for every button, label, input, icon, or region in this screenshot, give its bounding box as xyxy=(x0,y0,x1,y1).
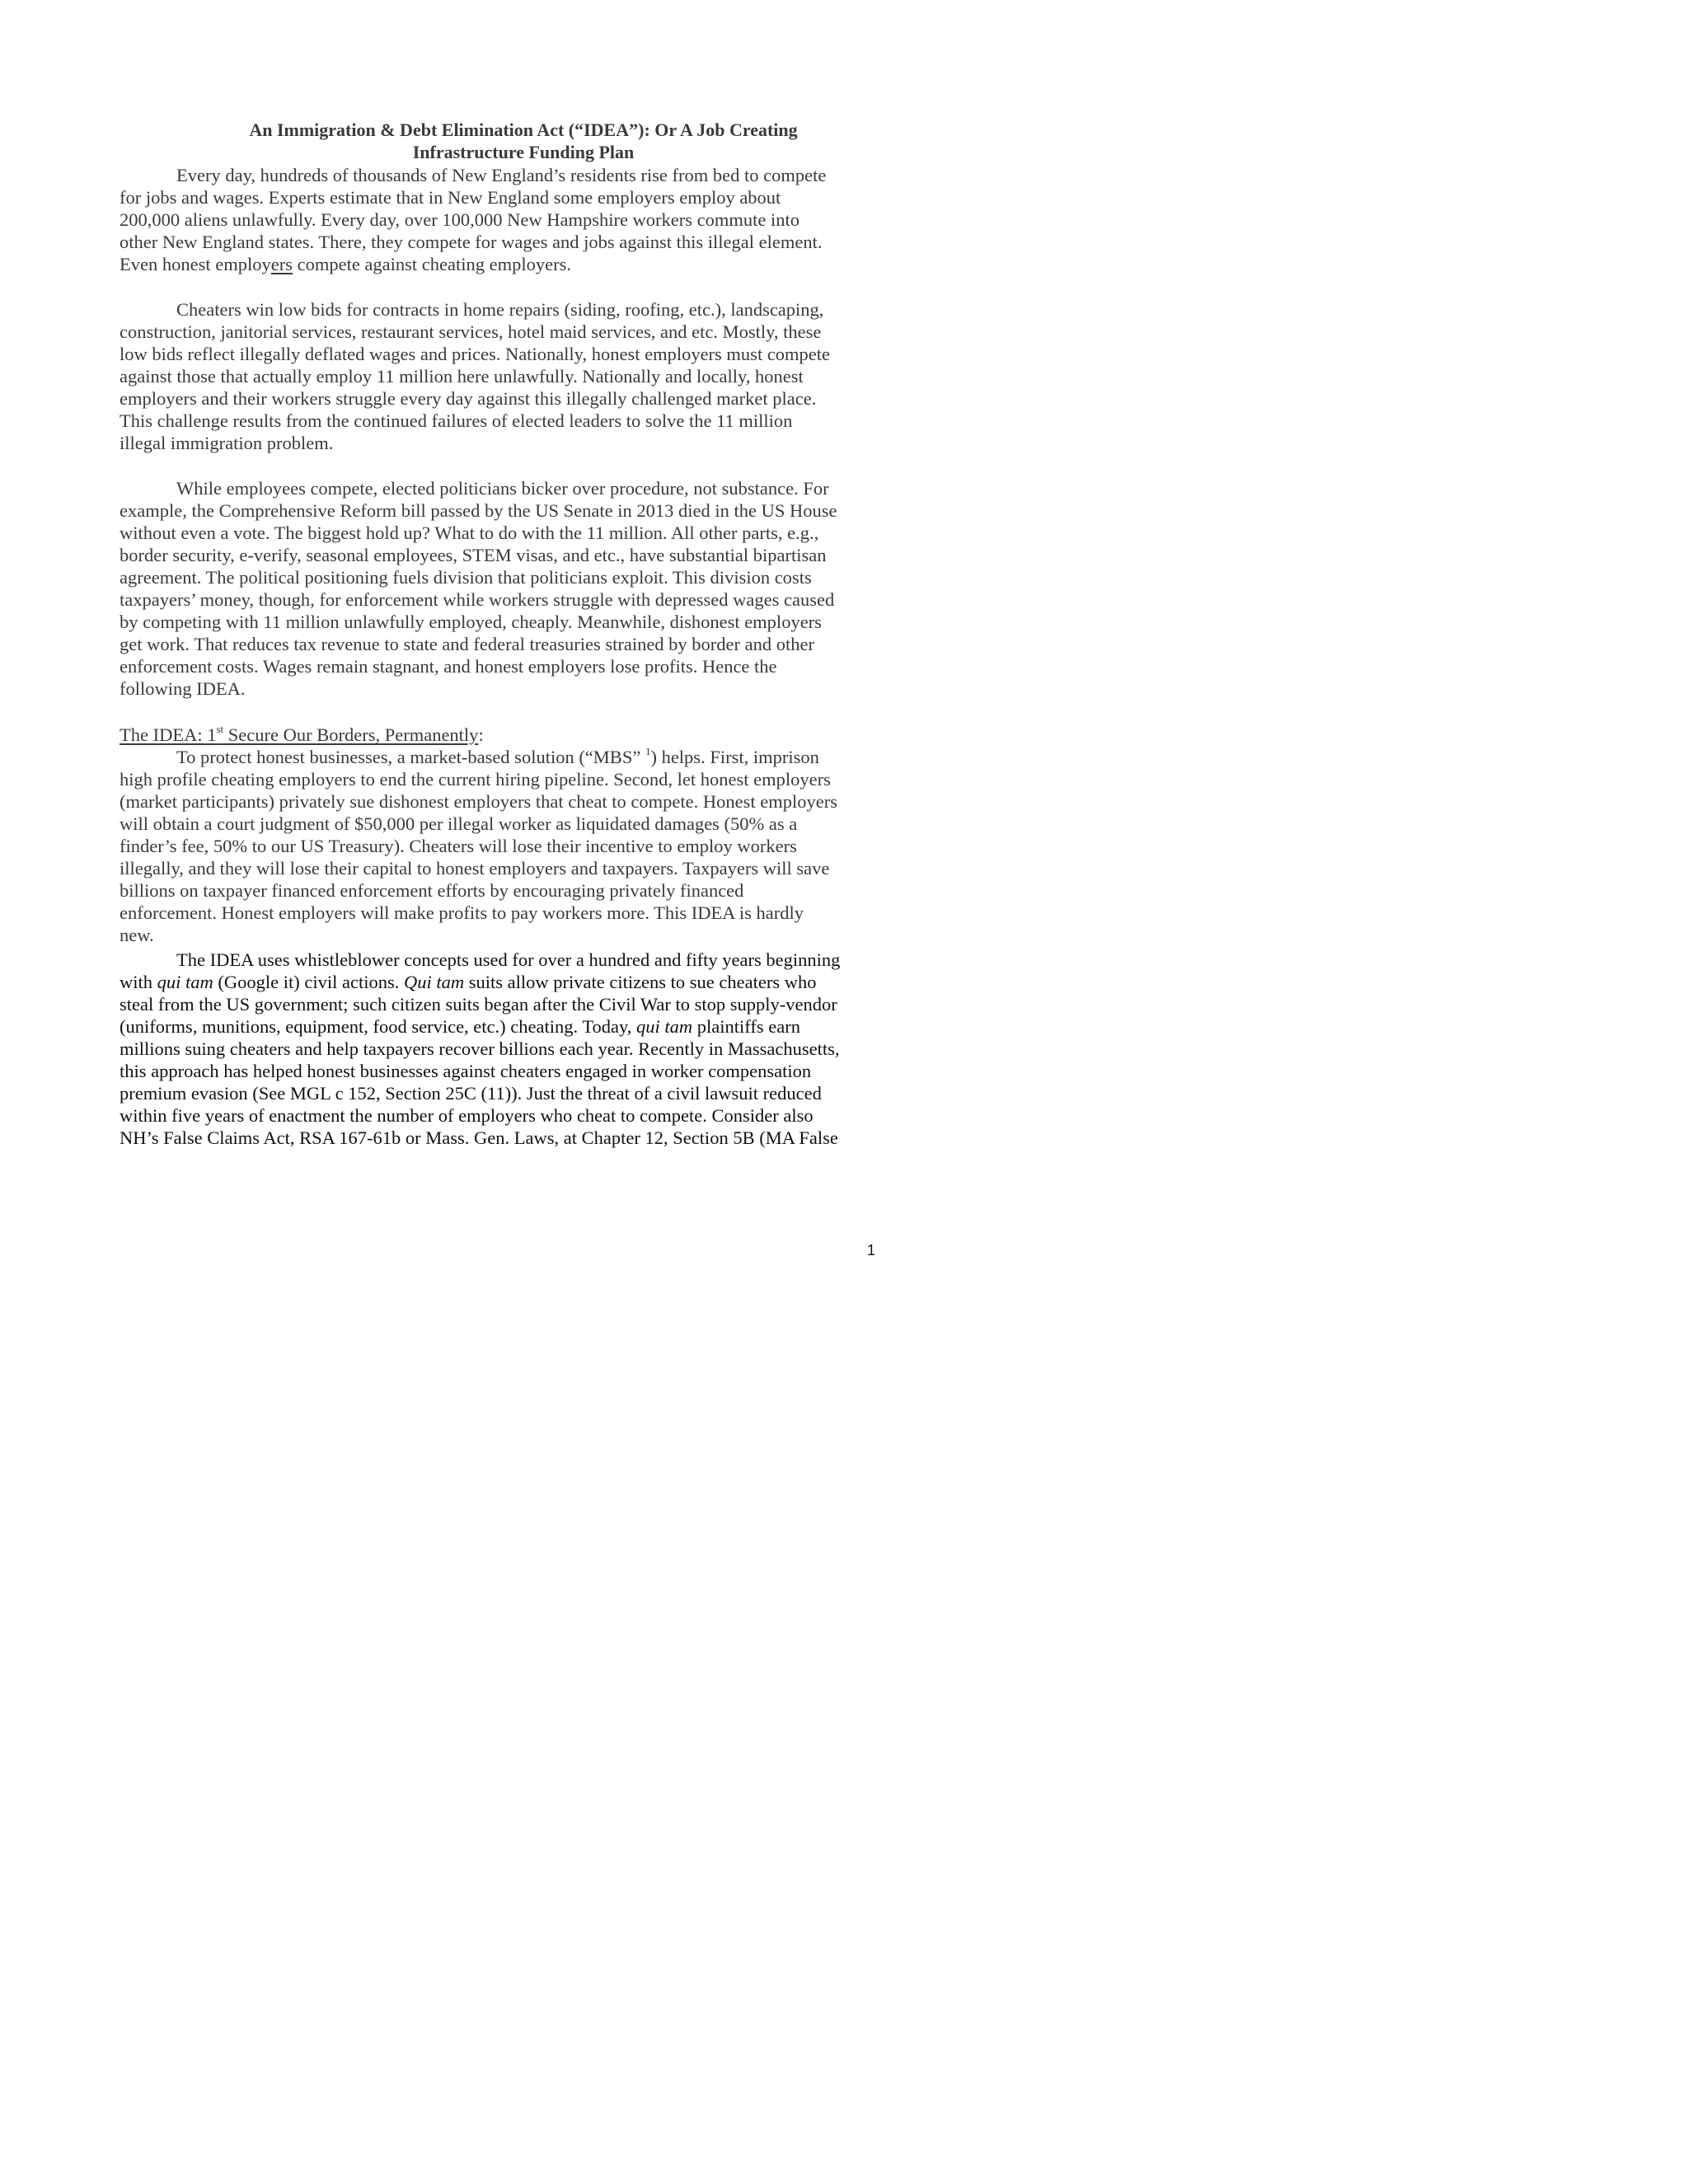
text-run: The IDEA: 1 xyxy=(120,724,217,745)
paragraph-1-line: 200,000 aliens unlawfully. Every day, over 100,000 New Hampshire workers commute into xyxy=(120,209,800,230)
paragraph-2-line: Cheaters win low bids for contracts in home repairs (siding, roofing, etc.), landscaping, xyxy=(176,299,824,320)
text-run: compete against cheating employers. xyxy=(292,254,571,274)
paragraph-3-line: without even a vote. The biggest hold up? What to do with the 11 million. All other parts, e.g., xyxy=(120,523,819,543)
text-run: Secure Our Borders, Permanently xyxy=(223,724,479,745)
italic-term: Qui tam xyxy=(403,972,465,992)
paragraph-1-line xyxy=(120,253,571,275)
section-heading xyxy=(120,724,484,746)
text-run: To protect honest businesses, a market-based solution (“MBS” xyxy=(176,747,645,767)
paragraph-5-line: NH’s False Claims Act, RSA 167-61b or Mass. Gen. Laws, at Chapter 12, Section 5B (MA False xyxy=(120,1127,838,1148)
paragraph-1-line: other New England states. There, they compete for wages and jobs against this illegal element. xyxy=(120,232,823,252)
paragraph-5-line: steal from the US government; such citizen suits began after the Civil War to stop supply-vendor xyxy=(120,994,837,1015)
title-line-2: Infrastructure Funding Plan xyxy=(412,142,635,162)
paragraph-3-line: get work. That reduces tax revenue to state and federal treasuries strained by border and other xyxy=(120,634,814,654)
paragraph-4-line xyxy=(176,746,819,768)
paragraph-2-line: construction, janitorial services, restaurant services, hotel maid services, and etc. Mostly, these xyxy=(120,321,822,342)
paragraph-1-line: for jobs and wages. Experts estimate that in New England some employers employ about xyxy=(120,187,781,208)
paragraph-4-line: finder’s fee, 50% to our US Treasury). Cheaters will lose their incentive to employ workers xyxy=(120,836,797,856)
text-run: plaintiffs earn xyxy=(692,1016,800,1037)
paragraph-5-line xyxy=(120,1015,800,1038)
document-title xyxy=(120,119,878,163)
paragraph-1-line: Every day, hundreds of thousands of New England’s residents rise from bed to compete xyxy=(176,165,827,185)
paragraph-5-line: this approach has helped honest businesses against cheaters engaged in worker compensation xyxy=(120,1061,812,1081)
paragraph-5-line: within five years of enactment the number of employers who cheat to compete. Consider also xyxy=(120,1105,814,1126)
superscript: st xyxy=(216,722,224,735)
title-line-1: An Immigration & Debt Elimination Act (“IDEA”): Or A Job Creating xyxy=(249,120,798,140)
paragraph-2-line: low bids reflect illegally deflated wages and prices. Nationally, honest employers must compete xyxy=(120,344,831,364)
paragraph-4-line: new. xyxy=(120,925,154,945)
italic-term: qui tam xyxy=(636,1016,693,1037)
heading-text xyxy=(120,724,478,745)
paragraph-5-line: millions suing cheaters and help taxpayers recover billions each year. Recently in Massachusetts, xyxy=(120,1038,840,1059)
paragraph-3-line: While employees compete, elected politicians bicker over procedure, not substance. For xyxy=(176,478,829,499)
text-run: suits allow private citizens to sue cheaters who xyxy=(464,972,817,992)
paragraph-2-line: illegal immigration problem. xyxy=(120,433,334,453)
paragraph-4-line: high profile cheating employers to end the current hiring pipeline. Second, let honest employers xyxy=(120,769,831,790)
text-run: with xyxy=(120,972,157,992)
paragraph-3-line: following IDEA. xyxy=(120,678,246,699)
paragraph-4-line: billions on taxpayer financed enforcement efforts by encouraging privately financed xyxy=(120,880,744,901)
text-run: ) helps. First, imprison xyxy=(650,747,819,767)
paragraph-2-line: employers and their workers struggle every day against this illegally challenged market place. xyxy=(120,388,817,409)
paragraph-5-line xyxy=(120,971,817,993)
heading-colon: : xyxy=(478,724,484,745)
italic-term: qui tam xyxy=(157,972,213,992)
paragraph-3-line: taxpayers’ money, though, for enforcement while workers struggle with depressed wages caused xyxy=(120,589,835,610)
paragraph-3-line: enforcement costs. Wages remain stagnant, and honest employers lose profits. Hence the xyxy=(120,656,777,677)
paragraph-2-line: against those that actually employ 11 million here unlawfully. Nationally and locally, honest xyxy=(120,366,804,387)
paragraph-2-line: This challenge results from the continued failures of elected leaders to solve the 11 million xyxy=(120,410,793,431)
paragraph-3-line: border security, e-verify, seasonal employees, STEM visas, and etc., have substantial bipartisan xyxy=(120,545,827,565)
paragraph-5-line: premium evasion (See MGL c 152, Section 25C (11)). Just the threat of a civil lawsuit reduced xyxy=(120,1083,822,1104)
paragraph-3-line: example, the Comprehensive Reform bill passed by the US Senate in 2013 died in the US House xyxy=(120,500,837,521)
document-page xyxy=(0,0,1009,1305)
paragraph-3-line: agreement. The political positioning fuels division that politicians exploit. This division costs xyxy=(120,567,812,588)
paragraph-3-line: by competing with 11 million unlawfully employed, cheaply. Meanwhile, dishonest employers xyxy=(120,612,822,632)
paragraph-4-line: enforcement. Honest employers will make profits to pay workers more. This IDEA is hardly xyxy=(120,902,804,923)
paragraph-4-line: (market participants) privately sue dishonest employers that cheat to compete. Honest employers xyxy=(120,791,837,812)
text-run: Even honest employ xyxy=(120,254,271,274)
paragraph-4-line: illegally, and they will lose their capital to honest employers and taxpayers. Taxpayers will save xyxy=(120,858,830,879)
underlined-text: ers xyxy=(270,254,293,274)
paragraph-5-line: The IDEA uses whistleblower concepts used for over a hundred and fifty years beginning xyxy=(176,949,841,970)
page-number: 1 xyxy=(867,1242,876,1258)
footnote-ref: 1 xyxy=(645,744,651,757)
paragraph-4-line: will obtain a court judgment of $50,000 per illegal worker as liquidated damages (50% as a xyxy=(120,813,798,834)
text-run: (uniforms, munitions, equipment, food service, etc.) cheating. Today, xyxy=(120,1016,637,1037)
text-run: (Google it) civil actions. xyxy=(213,972,404,992)
